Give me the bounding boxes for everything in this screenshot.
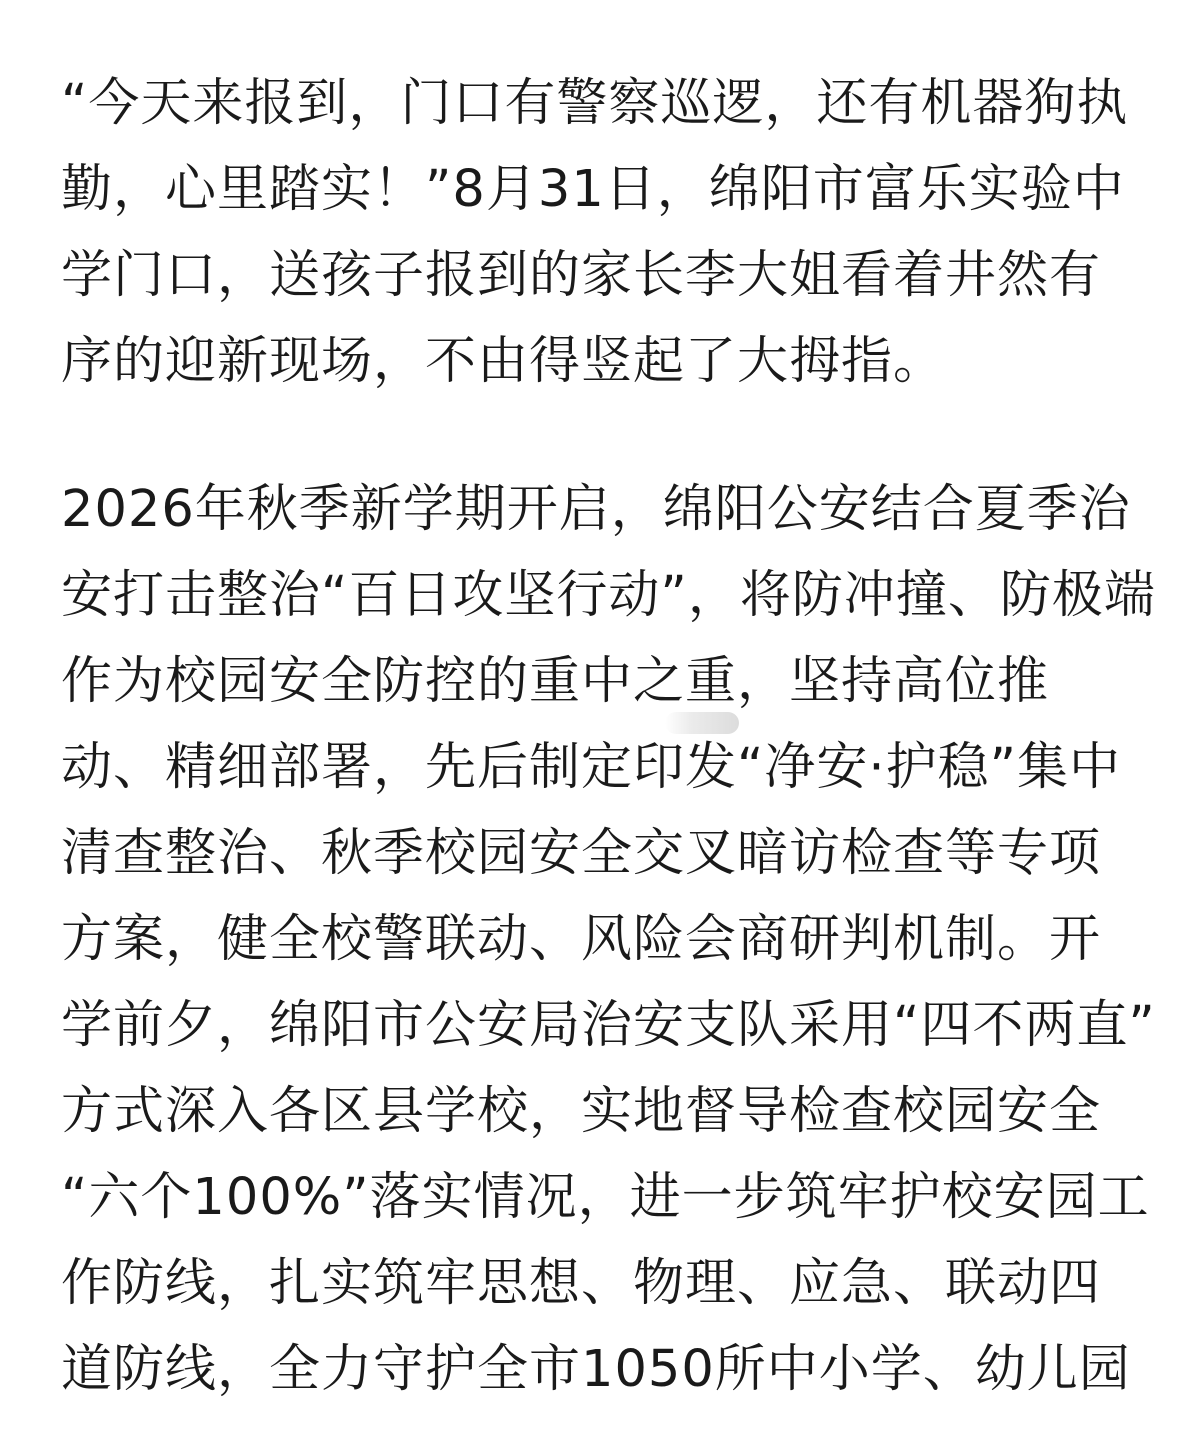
paragraph-1 — [61, 61, 1131, 405]
fold-indicator — [665, 712, 739, 734]
text-line: 方式深入各区县学校，实地督导检查校园安全 — [61, 1082, 1102, 1141]
text-line: 道防线，全力守护全市1050所中小学、幼儿园 — [61, 1340, 1131, 1399]
paragraph-2 — [61, 467, 1156, 1413]
text-line: 作为校园安全防控的重中之重，坚持高位推 — [61, 652, 1050, 711]
article-body — [61, 0, 1156, 1413]
text-line: “六个100%”落实情况，进一步筑牢护校安园工 — [61, 1168, 1150, 1227]
text-line: 勤，心里踏实！”8月31日，绵阳市富乐实验中 — [61, 160, 1125, 219]
text-line: 2026年秋季新学期开启，绵阳公安结合夏季治 — [61, 480, 1131, 539]
text-line: “今天来报到，门口有警察巡逻，还有机器狗执 — [61, 74, 1129, 133]
text-line: 学门口，送孩子报到的家长李大姐看着井然有 — [61, 246, 1102, 305]
text-line: 方案，健全校警联动、风险会商研判机制。开 — [61, 910, 1102, 969]
text-line: 安打击整治“百日攻坚行动”，将防冲撞、防极端 — [61, 566, 1156, 625]
text-line: 动、精细部署，先后制定印发“净安·护稳”集中 — [61, 738, 1122, 797]
text-line: 作防线，扎实筑牢思想、物理、应急、联动四 — [61, 1254, 1102, 1313]
text-line: 清查整治、秋季校园安全交叉暗访检查等专项 — [61, 824, 1102, 883]
text-line: 序的迎新现场，不由得竖起了大拇指。 — [61, 332, 946, 391]
text-line: 学前夕，绵阳市公安局治安支队采用“四不两直” — [61, 996, 1156, 1055]
